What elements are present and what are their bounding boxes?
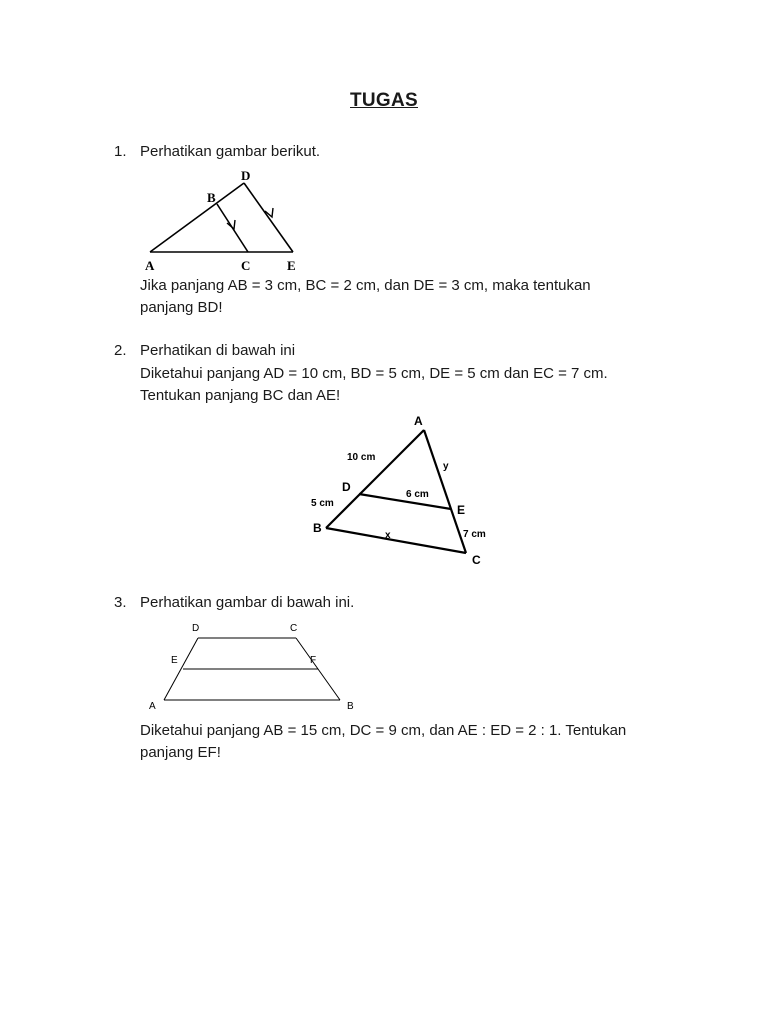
question-3-figure — [140, 615, 360, 715]
label-de-length: 6 cm — [406, 489, 429, 500]
question-1-prompt: Perhatikan gambar berikut. — [140, 143, 321, 160]
label-db-length: 5 cm — [311, 498, 334, 509]
label-d: D — [192, 623, 200, 634]
label-ae-variable: y — [443, 461, 449, 472]
label-b: B — [313, 521, 322, 535]
line-ad — [150, 183, 244, 252]
question-3-prompt: Perhatikan gambar di bawah ini. — [140, 594, 355, 611]
label-ec-length: 7 cm — [463, 529, 486, 540]
question-2-number: 2. — [114, 342, 127, 359]
label-a: A — [145, 258, 155, 273]
label-d: D — [241, 168, 251, 183]
label-a: A — [149, 701, 156, 712]
line-ac — [424, 430, 466, 553]
question-3-text-line1: Diketahui panjang AB = 15 cm, DC = 9 cm, dan AE : ED = 2 : 1. Tentukan — [140, 722, 627, 739]
question-1-figure — [140, 166, 310, 276]
label-e: E — [457, 503, 466, 517]
question-3-text-line2: panjang EF! — [140, 744, 221, 761]
label-f: F — [310, 655, 317, 666]
label-a: A — [414, 414, 423, 428]
question-3-number: 3. — [114, 594, 127, 611]
question-2-prompt: Perhatikan di bawah ini — [140, 342, 296, 359]
line-de — [244, 183, 293, 252]
question-2-text-line1: Diketahui panjang AD = 10 cm, BD = 5 cm, DE = 5 cm dan EC = 7 cm. — [140, 365, 608, 382]
line-bc — [326, 528, 466, 553]
label-c: C — [241, 258, 251, 273]
label-d: D — [342, 480, 351, 494]
label-e: E — [171, 655, 178, 666]
label-b: B — [207, 190, 216, 205]
label-bc-variable: x — [385, 530, 391, 541]
question-1-number: 1. — [114, 143, 127, 160]
question-2-text-line2: Tentukan panjang BC dan AE! — [140, 387, 341, 404]
question-2-figure — [300, 408, 510, 573]
label-b: B — [347, 701, 354, 712]
line-ab — [326, 430, 424, 528]
line-de — [359, 494, 451, 509]
question-1-text-line1: Jika panjang AB = 3 cm, BC = 2 cm, dan DE = 3 cm, maka tentukan — [140, 277, 591, 294]
label-ad-length: 10 cm — [347, 452, 376, 463]
label-c: C — [290, 623, 298, 634]
question-1-text-line2: panjang BD! — [140, 299, 223, 316]
page-title: TUGAS — [350, 90, 418, 111]
label-c: C — [472, 553, 481, 567]
label-e: E — [287, 258, 296, 273]
arrow-de-icon — [265, 208, 273, 217]
